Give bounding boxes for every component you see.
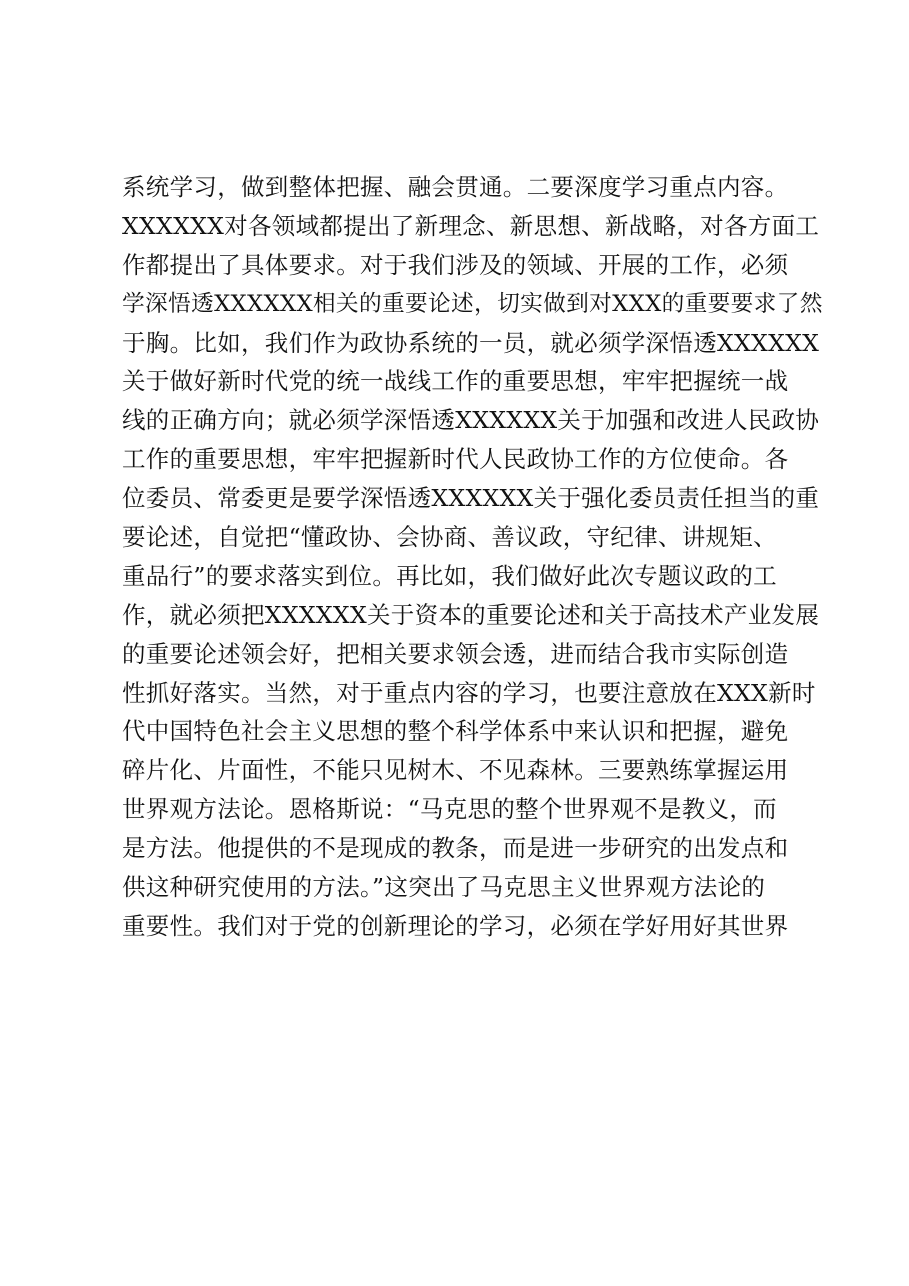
text-line: 关于做好新时代党的统一战线工作的重要思想，牢牢把握统一战 — [122, 367, 789, 396]
text-line: 于胸。比如，我们作为政协系统的一员，就必须学深悟透XXXXXX — [122, 328, 820, 357]
text-line: 重品行”的要求落实到位。再比如，我们做好此次专题议政的工 — [122, 561, 777, 590]
body-paragraph — [122, 168, 822, 946]
text-line: XXXXXX对各领域都提出了新理念、新思想、新战略，对各方面工 — [122, 211, 820, 240]
text-line: 线的正确方向；就必须学深悟透XXXXXX关于加强和改进人民政协 — [122, 406, 820, 435]
text-line: 世界观方法论。恩格斯说：“马克思的整个世界观不是教义，而 — [122, 795, 777, 824]
text-line: 作都提出了具体要求。对于我们涉及的领域、开展的工作，必须 — [122, 250, 789, 279]
text-line: 代中国特色社会主义思想的整个科学体系中来认识和把握，避免 — [122, 717, 789, 746]
text-line: 学深悟透XXXXXX相关的重要论述，切实做到对XXX的重要要求了然 — [122, 290, 823, 317]
text-line: 工作的重要思想，牢牢把握新时代人民政协工作的方位使命。各 — [122, 445, 789, 474]
text-line: 的重要论述领会好，把相关要求领会透，进而结合我市实际创造 — [122, 639, 789, 668]
text-line: 位委员、常委更是要学深悟透XXXXXX关于强化委员责任担当的重 — [122, 484, 820, 513]
text-line: 供这种研究使用的方法。”这突出了马克思主义世界观方法论的 — [122, 873, 766, 902]
text-line: 是方法。他提供的不是现成的教条，而是进一步研究的出发点和 — [122, 834, 789, 863]
text-line: 性抓好落实。当然，对于重点内容的学习，也要注意放在XXX新时 — [122, 678, 816, 707]
text-line: 碎片化、片面性，不能只见树木、不见森林。三要熟练掌握运用 — [122, 756, 789, 785]
text-line: 作，就必须把XXXXXX关于资本的重要论述和关于高技术产业发展 — [122, 600, 820, 629]
text-line: 系统学习，做到整体把握、融会贯通。二要深度学习重点内容。 — [122, 173, 789, 201]
text-line: 要论述，自觉把“懂政协、会协商、善议政，守纪律、讲规矩、 — [122, 523, 777, 552]
text-line: 重要性。我们对于党的创新理论的学习，必须在学好用好其世界 — [122, 911, 789, 940]
